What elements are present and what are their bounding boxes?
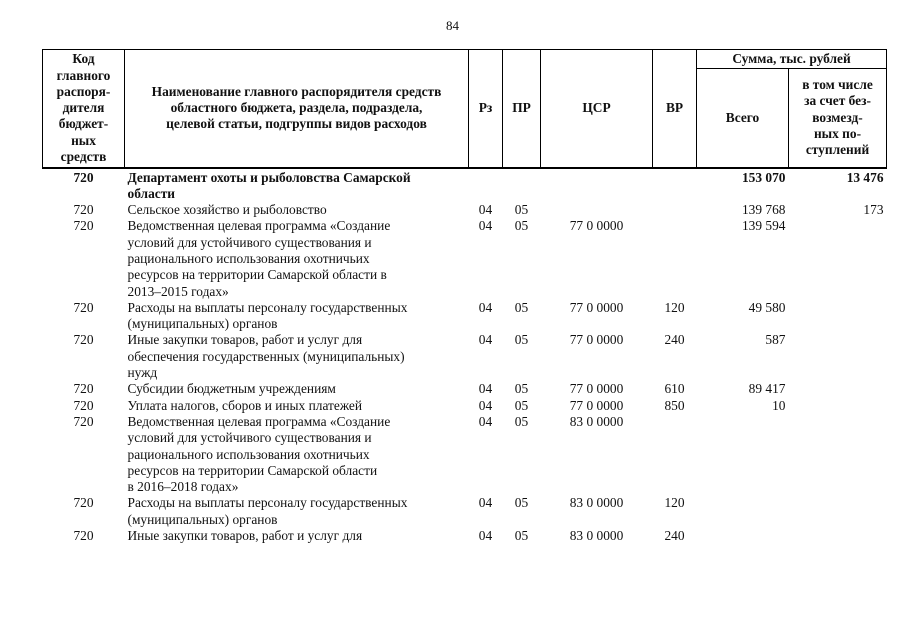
cell-vr xyxy=(653,414,697,495)
header-vr: ВР xyxy=(653,50,697,168)
cell-code: 720 xyxy=(73,397,94,413)
name-line: в 2016–2018 годах» xyxy=(127,479,239,495)
cell-csr: 77 0 0000 xyxy=(569,381,624,397)
table-row xyxy=(43,168,887,203)
cell-csr: 77 0 0000 xyxy=(569,218,624,234)
header-free-line: в том числе xyxy=(802,77,873,92)
name-line: 2013–2015 годах» xyxy=(127,283,229,299)
table-row xyxy=(43,381,887,397)
cell-total: 49 580 xyxy=(748,299,786,315)
cell-vr xyxy=(653,168,697,203)
cell-code: 720 xyxy=(73,413,94,429)
name-line: нужд xyxy=(127,365,158,381)
cell-free xyxy=(789,332,887,381)
name-line: рационального использования охотничьих xyxy=(127,446,370,462)
name-line: условий для устойчивого существования и xyxy=(127,430,372,446)
cell-name xyxy=(125,495,469,528)
cell-csr: 83 0 0000 xyxy=(569,413,624,429)
cell-csr: 77 0 0000 xyxy=(569,299,624,315)
cell-vr: 120 xyxy=(664,495,685,511)
cell-total: 139 768 xyxy=(741,202,786,218)
table-row xyxy=(43,300,887,333)
table-header xyxy=(43,50,887,168)
cell-free xyxy=(789,495,887,528)
cell-code: 720 xyxy=(73,495,94,511)
cell-vr: 240 xyxy=(664,332,685,348)
header-name-line: целевой статьи, подгруппы видов расходов xyxy=(166,116,427,132)
cell-rz: 04 xyxy=(478,332,493,348)
cell-total xyxy=(697,495,789,528)
cell-free xyxy=(789,528,887,544)
name-line: Субсидии бюджетным учреждениям xyxy=(127,381,336,397)
cell-code: 720 xyxy=(73,202,94,218)
cell-name xyxy=(125,381,469,397)
header-sum-group: Сумма, тыс. рублей xyxy=(697,50,887,69)
name-line: ресурсов на территории Самарской области xyxy=(127,462,378,478)
cell-pr: 05 xyxy=(514,202,529,218)
name-line: Иные закупки товаров, работ и услуг для xyxy=(127,332,363,348)
cell-rz: 04 xyxy=(478,202,493,218)
header-code-line: бюджет- xyxy=(58,116,109,132)
cell-vr: 850 xyxy=(664,397,685,413)
name-line: рационального использования охотничьих xyxy=(127,250,370,266)
header-free-line: возмезд- xyxy=(812,109,863,125)
header-csr: ЦСР xyxy=(541,50,653,168)
cell-pr: 05 xyxy=(514,218,529,234)
cell-rz: 04 xyxy=(478,381,493,397)
cell-code: 720 xyxy=(73,218,94,234)
table-row xyxy=(43,218,887,299)
cell-pr: 05 xyxy=(514,397,529,413)
cell-code: 720 xyxy=(73,299,94,315)
cell-name xyxy=(125,300,469,333)
cell-total xyxy=(697,414,789,495)
cell-name xyxy=(125,168,469,203)
cell-total xyxy=(697,528,789,544)
name-line: условий для устойчивого существования и xyxy=(127,234,372,250)
cell-pr: 05 xyxy=(514,495,529,511)
cell-free xyxy=(789,218,887,299)
cell-rz: 04 xyxy=(478,397,493,413)
cell-vr: 120 xyxy=(664,299,685,315)
cell-vr xyxy=(653,218,697,299)
cell-rz: 04 xyxy=(478,495,493,511)
table-row xyxy=(43,398,887,414)
cell-rz: 04 xyxy=(478,299,493,315)
header-code-line: средств xyxy=(60,148,107,164)
name-line: Ведомственная целевая программа «Создание xyxy=(127,218,391,234)
cell-name xyxy=(125,202,469,218)
cell-csr xyxy=(541,168,653,203)
cell-free: 173 xyxy=(863,202,884,218)
cell-rz xyxy=(469,168,503,203)
header-code xyxy=(43,50,125,168)
cell-code: 720 xyxy=(73,528,94,544)
cell-pr: 05 xyxy=(514,332,529,348)
cell-csr: 77 0 0000 xyxy=(569,332,624,348)
header-total: Всего xyxy=(697,69,789,168)
cell-name xyxy=(125,398,469,414)
cell-pr: 05 xyxy=(514,381,529,397)
header-free-line: ных по- xyxy=(813,125,862,141)
cell-name xyxy=(125,332,469,381)
cell-name xyxy=(125,414,469,495)
header-code-line: ных xyxy=(71,132,96,148)
name-line: Департамент охоты и рыболовства Самарской xyxy=(127,169,411,185)
page-number: 84 xyxy=(446,18,459,33)
budget-table xyxy=(42,49,887,544)
table-row xyxy=(43,414,887,495)
table-row xyxy=(43,202,887,218)
cell-total: 89 417 xyxy=(748,381,786,397)
cell-total: 139 594 xyxy=(741,218,786,234)
cell-vr: 610 xyxy=(664,381,685,397)
header-code-line: Код xyxy=(72,51,95,67)
name-line: ресурсов на территории Самарской области в xyxy=(127,267,387,283)
cell-free xyxy=(789,414,887,495)
name-line: Ведомственная целевая программа «Создание xyxy=(127,413,391,429)
cell-code: 720 xyxy=(43,168,125,203)
cell-vr: 240 xyxy=(664,528,685,544)
header-pr: ПР xyxy=(503,50,541,168)
cell-rz: 04 xyxy=(478,413,493,429)
table-row xyxy=(43,332,887,381)
cell-free xyxy=(789,381,887,397)
cell-csr: 77 0 0000 xyxy=(569,397,624,413)
cell-rz: 04 xyxy=(478,528,493,544)
cell-pr: 05 xyxy=(514,413,529,429)
cell-total: 587 xyxy=(765,332,786,348)
header-free-line: за счет без- xyxy=(804,93,871,109)
cell-vr xyxy=(653,202,697,218)
cell-free: 13 476 xyxy=(789,168,887,203)
table-body xyxy=(43,168,887,545)
cell-free xyxy=(789,398,887,414)
name-line: (муниципальных) органов xyxy=(127,316,278,332)
name-line: Сельское хозяйство и рыболовство xyxy=(127,202,327,218)
cell-code: 720 xyxy=(73,381,94,397)
header-name xyxy=(125,50,469,168)
cell-csr: 83 0 0000 xyxy=(569,528,624,544)
cell-pr: 05 xyxy=(514,528,529,544)
cell-csr: 83 0 0000 xyxy=(569,495,624,511)
cell-pr: 05 xyxy=(514,299,529,315)
name-line: (муниципальных) органов xyxy=(127,511,278,527)
header-code-line: дителя xyxy=(62,100,105,116)
cell-csr xyxy=(541,202,653,218)
cell-total: 153 070 xyxy=(697,168,789,203)
header-name-line: областного бюджета, раздела, подраздела, xyxy=(170,100,423,116)
name-line: обеспечения государственных (муниципальных) xyxy=(127,348,405,364)
cell-pr xyxy=(503,168,541,203)
header-rz: Рз xyxy=(469,50,503,168)
cell-code: 720 xyxy=(73,332,94,348)
header-free xyxy=(789,69,887,168)
cell-free xyxy=(789,300,887,333)
table-row xyxy=(43,528,887,544)
header-code-line: распоря- xyxy=(56,83,111,99)
cell-name xyxy=(125,528,469,544)
name-line: Расходы на выплаты персоналу государственных xyxy=(127,299,408,315)
name-line: Уплата налогов, сборов и иных платежей xyxy=(127,397,363,413)
cell-total: 10 xyxy=(772,397,786,413)
cell-name xyxy=(125,218,469,299)
name-line: Иные закупки товаров, работ и услуг для xyxy=(127,528,363,544)
cell-rz: 04 xyxy=(478,218,493,234)
header-free-line: ступлений xyxy=(805,142,870,158)
header-code-line: главного xyxy=(56,67,111,83)
name-line: области xyxy=(127,185,176,201)
table-row xyxy=(43,495,887,528)
header-name-line: Наименование главного распорядителя средств xyxy=(151,83,442,99)
name-line: Расходы на выплаты персоналу государственных xyxy=(127,495,408,511)
